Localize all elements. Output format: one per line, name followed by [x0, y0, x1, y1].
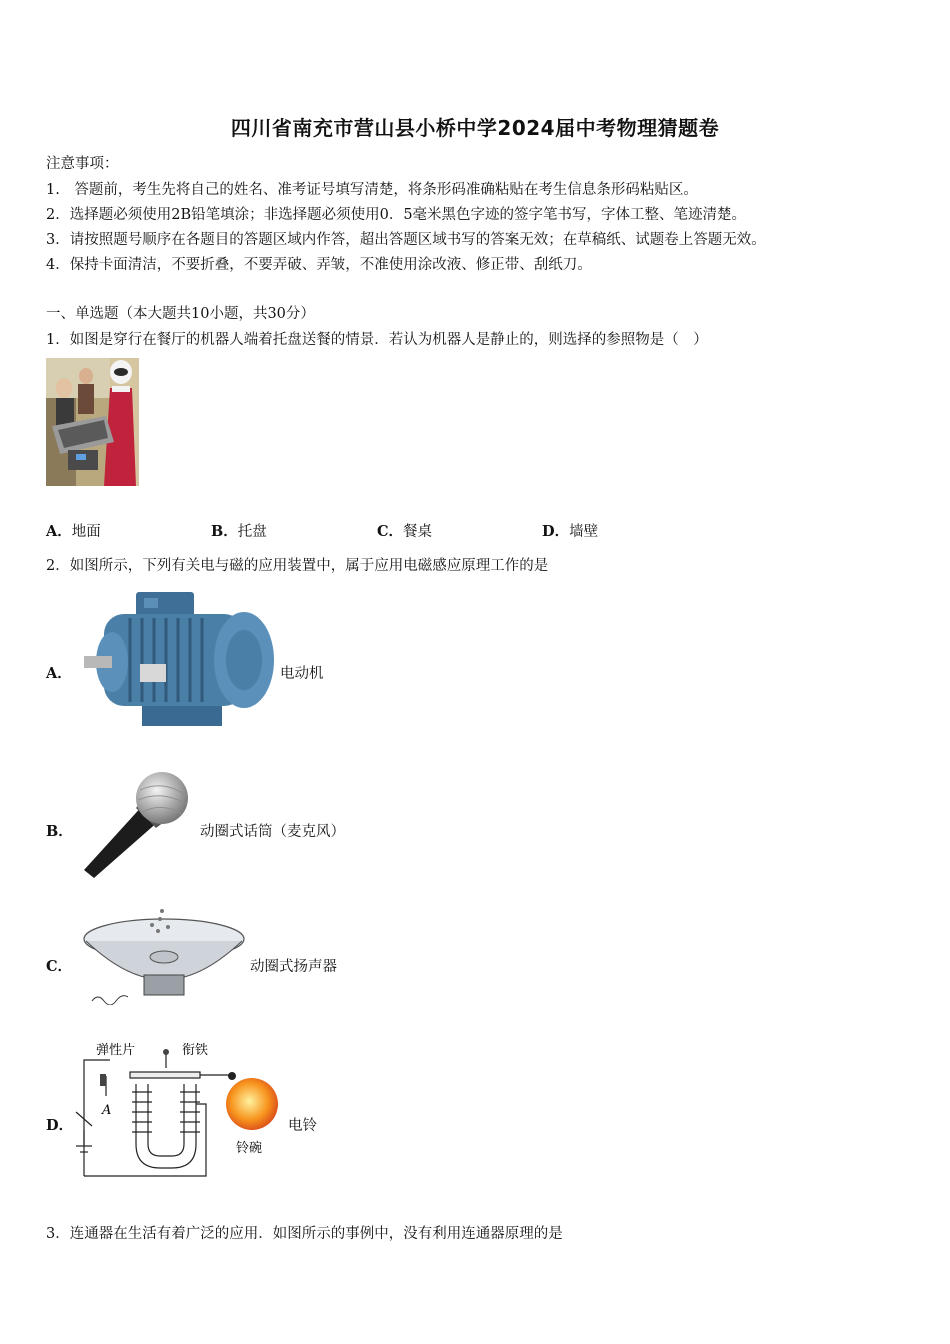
q2-option-a-letter[interactable]: A．	[46, 665, 72, 682]
robot-waiter-photo	[46, 358, 139, 486]
page-title: 四川省南充市营山县小桥中学2024届中考物理猜题卷	[230, 116, 720, 140]
bell-label-point: A	[102, 1103, 112, 1118]
q1-option-a-letter: A．	[46, 523, 72, 540]
q2-option-b-caption: 动圈式话筒（麦克风）	[200, 824, 345, 840]
notice-item-3: 3．请按照题号顺序在各题目的答题区域内作答，超出答题区域书写的答案无效；在草稿纸、试题卷上答题无效。	[46, 232, 766, 248]
q2-option-d-letter[interactable]: D．	[46, 1117, 74, 1134]
q1-option-d-letter: D．	[542, 523, 570, 540]
notice-item-4: 4．保持卡面清洁，不要折叠，不要弄破、弄皱，不准使用涂改液、修正带、刮纸刀。	[46, 257, 592, 273]
q1-option-b-letter: B．	[211, 523, 238, 540]
q1-option-b[interactable]	[211, 520, 267, 541]
electric-bell-diagram	[70, 1040, 284, 1180]
microphone-image	[82, 770, 190, 880]
q1-option-c-text: 餐桌	[403, 524, 433, 540]
q2-option-c-letter[interactable]: C．	[46, 958, 73, 975]
q2-option-a-caption: 电动机	[280, 666, 324, 682]
bell-gong-icon	[226, 1078, 278, 1130]
notice-item-1: 1. 答题前，考生先将自己的姓名、准考证号填写清楚，将条形码准确粘贴在考生信息条形码粘贴区。	[46, 182, 698, 198]
q1-option-d[interactable]	[542, 520, 598, 541]
question-3-stem: 3．连通器在生活有着广泛的应用．如图所示的事例中，没有利用连通器原理的是	[46, 1226, 563, 1242]
loudspeaker-image	[82, 905, 246, 1005]
section-heading: 一、单选题（本大题共10小题，共30分）	[46, 306, 315, 322]
q1-option-d-text: 墙壁	[569, 524, 599, 540]
notice-item-2: 2．选择题必须使用2B铅笔填涂；非选择题必须使用0．5毫米黑色字迹的签字笔书写，字体工整、笔迹清楚。	[46, 207, 747, 223]
bell-label-armature: 衔铁	[182, 1043, 209, 1058]
q1-option-a-text: 地面	[71, 524, 101, 540]
q1-option-c-letter: C．	[377, 523, 404, 540]
electric-motor-image	[84, 588, 276, 730]
bell-label-gong: 铃碗	[236, 1141, 263, 1156]
q1-option-b-text: 托盘	[237, 524, 267, 540]
question-2-stem: 2．如图所示，下列有关电与磁的应用装置中，属于应用电磁感应原理工作的是	[46, 558, 549, 574]
q1-option-a[interactable]	[46, 520, 101, 541]
q2-option-c-caption: 动圈式扬声器	[250, 959, 337, 975]
bell-label-spring: 弹性片	[96, 1043, 136, 1058]
q1-option-c[interactable]	[377, 520, 432, 541]
notice-heading: 注意事项：	[46, 156, 119, 172]
question-1-stem: 1．如图是穿行在餐厅的机器人端着托盘送餐的情景．若认为机器人是静止的，则选择的参照物是（ ）	[46, 332, 708, 348]
q2-option-d-caption: 电铃	[288, 1118, 317, 1134]
q2-option-b-letter[interactable]: B．	[46, 823, 73, 840]
